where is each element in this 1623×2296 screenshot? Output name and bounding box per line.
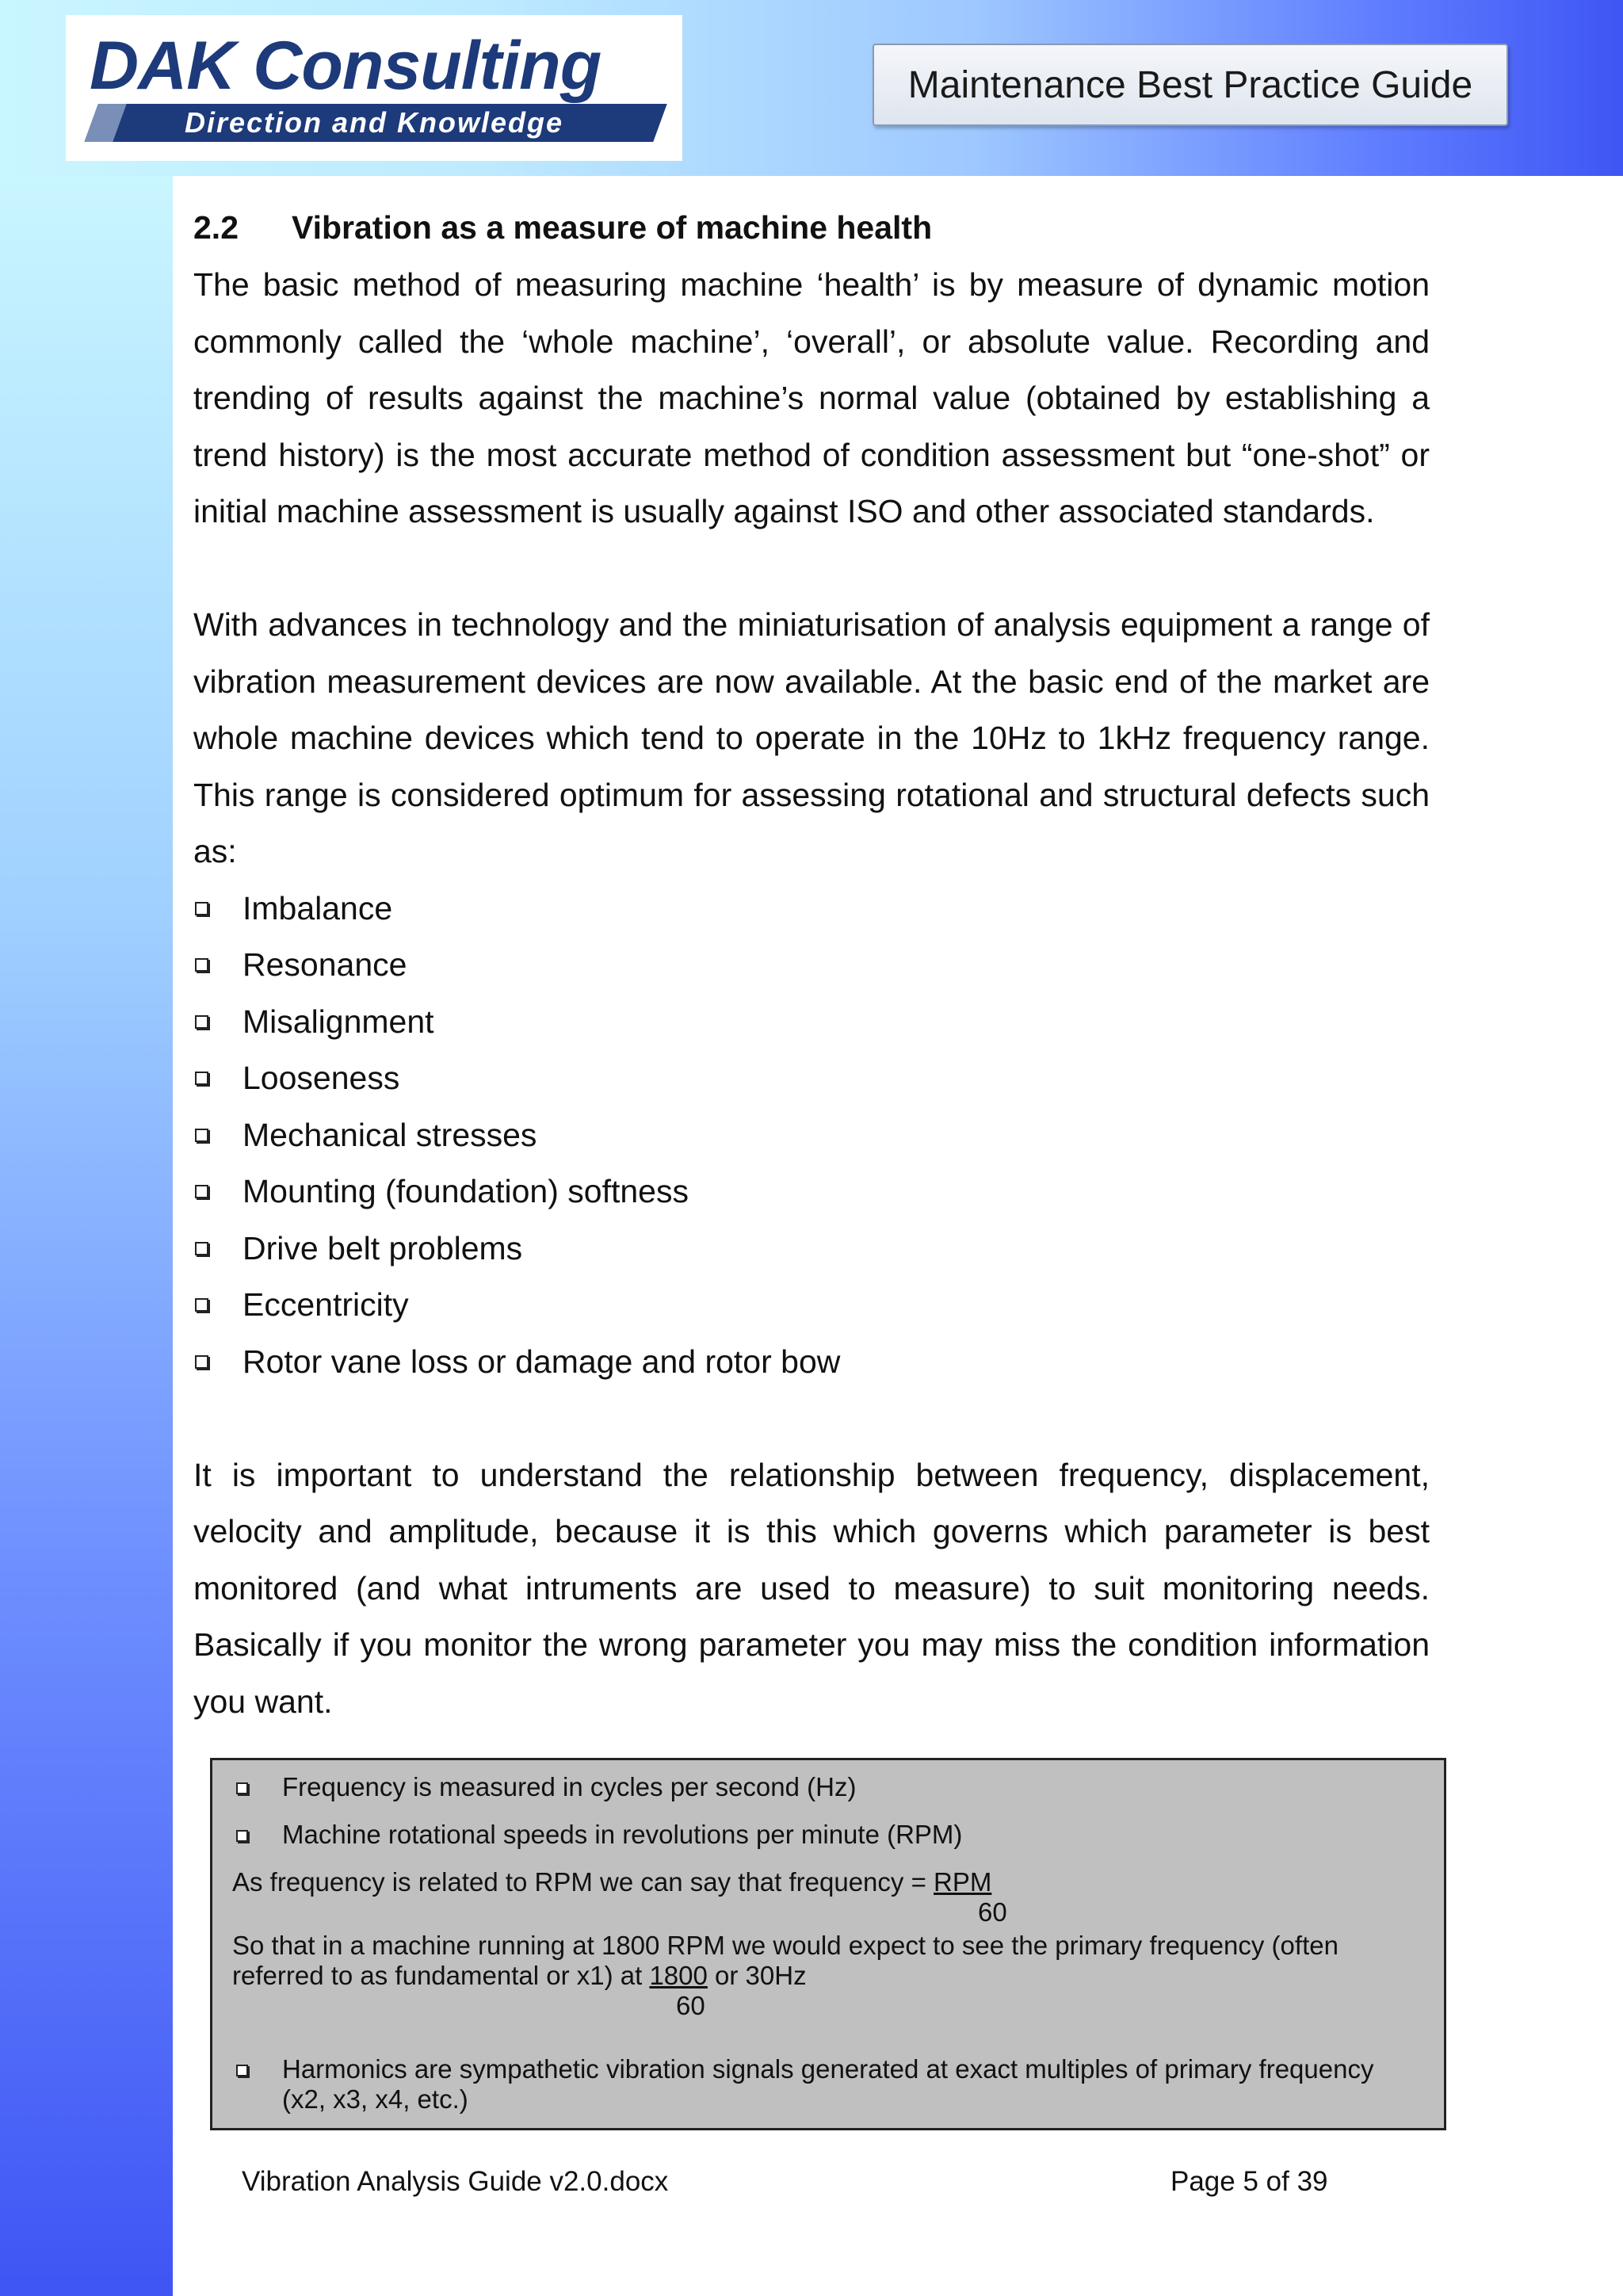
info-bullet-harmonics: Harmonics are sympathetic vibration signals generated at exact multiples of primary frequency — [282, 2053, 1373, 2085]
checkbox-bullet-icon — [195, 1298, 208, 1312]
checkbox-bullet-icon — [236, 1830, 248, 1842]
paragraph-relationship: It is important to understand the relationship between frequency, displacement, velocity and amplitude, because it is this which governs which parameter is best monitored (and what intruments are used to measure) to suit monitoring needs. Basically if you monitor the wrong parameter you may miss the condition information you want. — [193, 1456, 1430, 1720]
checkbox-bullet-icon — [195, 1072, 208, 1085]
list-item: Resonance — [193, 937, 1430, 994]
side-strip — [0, 176, 173, 2296]
formula-denominator: 60 — [978, 1897, 1007, 1927]
info-bullet-rpm: Machine rotational speeds in revolutions per minute (RPM) — [282, 1819, 962, 1851]
checkbox-bullet-icon — [195, 1242, 208, 1255]
list-item: Looseness — [193, 1050, 1430, 1107]
info-bullet-frequency: Frequency is measured in cycles per second (Hz) — [282, 1771, 856, 1803]
document-title: Maintenance Best Practice Guide — [873, 44, 1508, 126]
main-content — [193, 198, 1430, 1730]
example-numerator: 1800 — [649, 1961, 708, 1990]
logo-subtitle: Direction and Knowledge — [185, 106, 564, 139]
info-bullet-harmonics-continued: (x2, x3, x4, etc.) — [282, 2084, 468, 2114]
checkbox-bullet-icon — [195, 1015, 208, 1029]
logo-title: DAK Consulting — [90, 28, 601, 104]
formula-line: As frequency is related to RPM we can say that frequency = RPM — [232, 1867, 992, 1897]
checkbox-bullet-icon — [195, 1355, 208, 1369]
checkbox-bullet-icon — [195, 1185, 208, 1198]
checkbox-bullet-icon — [195, 958, 208, 972]
checkbox-bullet-icon — [236, 2065, 248, 2076]
list-item: Rotor vane loss or damage and rotor bow — [193, 1334, 1430, 1391]
list-item: Mechanical stresses — [193, 1107, 1430, 1164]
list-item: Imbalance — [193, 881, 1430, 938]
example-line-2: referred to as fundamental or x1) at 1800 or 30Hz — [232, 1961, 807, 1990]
formula-numerator: RPM — [934, 1867, 992, 1897]
paragraph-technology: With advances in technology and the miniaturisation of analysis equipment a range of vibration measurement devices are now available. At the basic end of the market are whole machine devices which tend to operate in the 10Hz to 1kHz frequency range. This range is considered optimum for assessing rotational and structural defects such as: — [193, 606, 1430, 869]
example-denominator: 60 — [676, 1991, 705, 2020]
checkbox-bullet-icon — [195, 1129, 208, 1142]
checkbox-bullet-icon — [236, 1782, 248, 1794]
checkbox-bullet-icon — [195, 902, 208, 915]
defects-list — [193, 881, 1430, 1391]
section-number: 2.2 — [193, 209, 239, 246]
section-title: Vibration as a measure of machine health — [292, 209, 933, 246]
section-heading — [193, 198, 1430, 257]
example-line-1: So that in a machine running at 1800 RPM we would expect to see the primary frequency (often — [232, 1931, 1338, 1960]
paragraph-intro: The basic method of measuring machine ‘health’ is by measure of dynamic motion commonly called the ‘whole machine’, ‘overall’, or absolute value. Recording and trending of results against the machine’s normal value (obtained by establishing a trend history) is the most accurate method of condition assessment but “one-shot” or initial machine assessment is usually against ISO and other associated standards. — [193, 266, 1430, 529]
company-logo — [66, 15, 682, 161]
list-item: Mounting (foundation) softness — [193, 1163, 1430, 1221]
list-item: Drive belt problems — [193, 1221, 1430, 1278]
footer-page-number: Page 5 of 39 — [1170, 2166, 1328, 2197]
list-item: Eccentricity — [193, 1277, 1430, 1334]
footer-filename: Vibration Analysis Guide v2.0.docx — [242, 2166, 669, 2197]
info-box — [210, 1758, 1446, 2130]
list-item: Misalignment — [193, 994, 1430, 1051]
